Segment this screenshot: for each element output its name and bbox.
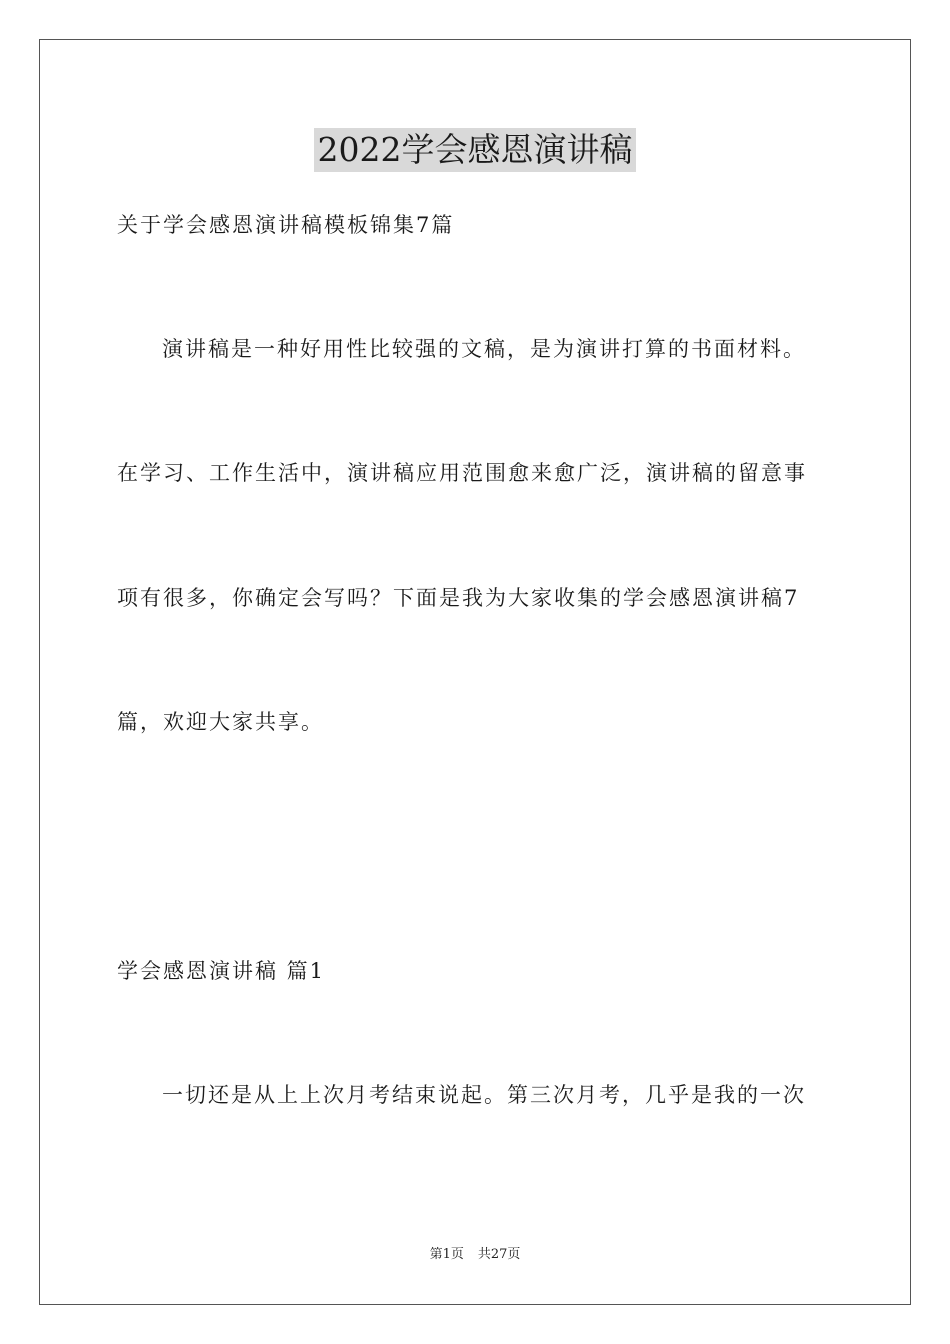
page-footer xyxy=(0,1246,950,1264)
document-subtitle: 关于学会感恩演讲稿模板锦集7篇 xyxy=(117,213,455,237)
section-heading: 学会感恩演讲稿 篇1 xyxy=(117,959,326,983)
body-line-1: 一切还是从上上次月考结束说起。第三次月考，几乎是我的一次 xyxy=(162,1083,806,1107)
intro-line-3: 项有很多，你确定会写吗？下面是我为大家收集的学会感恩演讲稿7 xyxy=(117,586,800,610)
document-title-text: 2022学会感恩演讲稿 xyxy=(314,128,637,172)
page-number-current: 第1页 xyxy=(429,1247,464,1262)
intro-line-2: 在学习、工作生活中，演讲稿应用范围愈来愈广泛，演讲稿的留意事 xyxy=(117,461,807,485)
page-number-total: 共27页 xyxy=(477,1247,521,1262)
intro-line-4: 篇，欢迎大家共享。 xyxy=(117,710,324,734)
document-title xyxy=(0,128,950,172)
intro-line-1: 演讲稿是一种好用性比较强的文稿，是为演讲打算的书面材料。 xyxy=(162,337,806,361)
